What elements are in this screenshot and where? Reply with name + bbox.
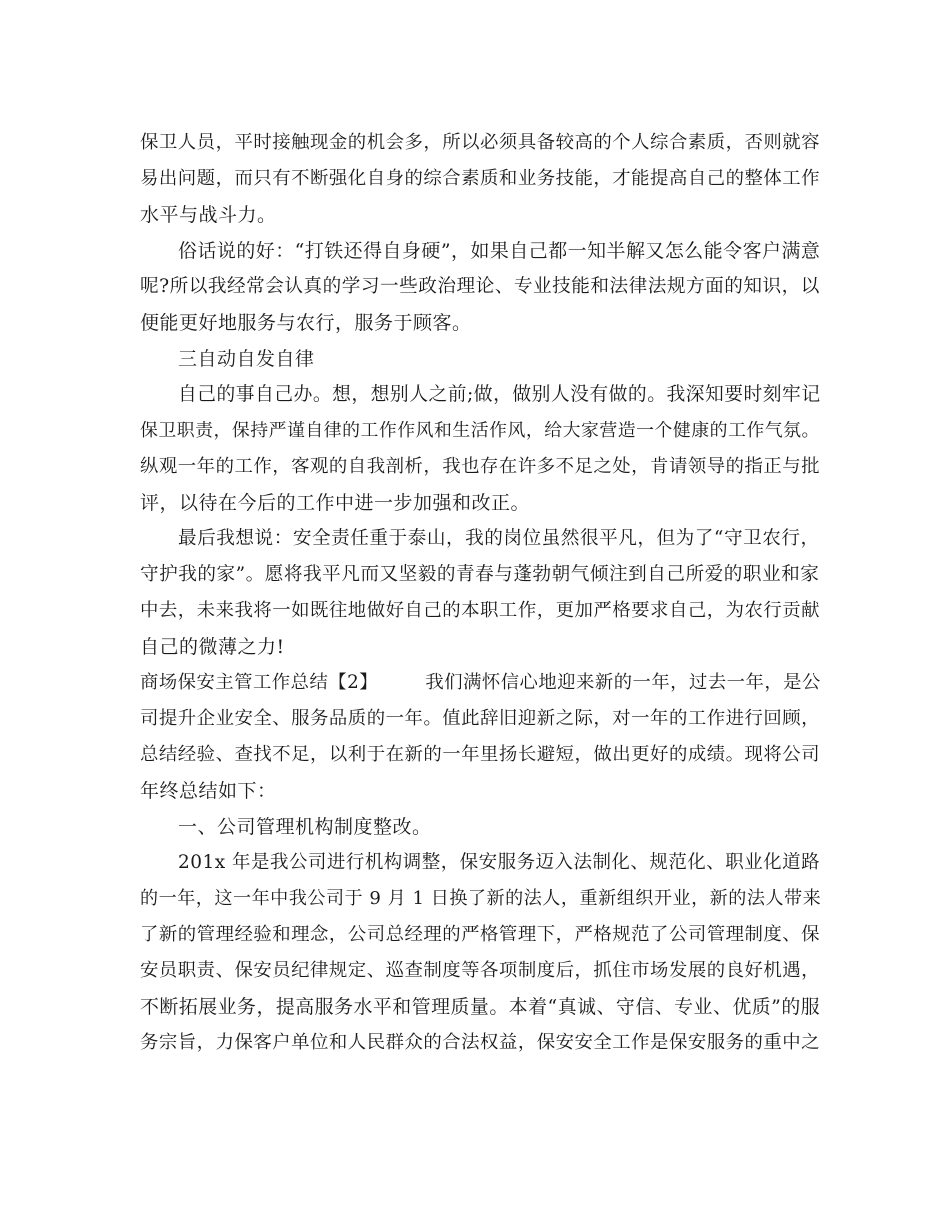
text-line: 水平与战斗力。 [140,204,277,226]
text-line: 最后我想说：安全责任重于泰山，我的岗位虽然很平凡，但为了“守卫农行， [178,528,820,549]
text-line: 评，以待在今后的工作中进一步加强和改正。 [140,492,531,514]
text-line: 保卫人员，平时接触现金的机会多，所以必须具备较高的个人综合素质，否则就容 [140,132,821,153]
article-title-line: 商场保安主管工作总结【2】 我们满怀信心地迎来新的一年，过去一年，是公 [140,672,821,693]
text-line: 纵观一年的工作，客观的自我剖析，我也存在许多不足之处，肯请领导的指正与批 [140,456,821,477]
text-line: 总结经验、查找不足，以利于在新的一年里扬长避短，做出更好的成绩。现将公司 [140,744,821,765]
text-line: 便能更好地服务与农行，服务于顾客。 [140,312,472,334]
text-line: 司提升企业安全、服务品质的一年。值此辞旧迎新之际，对一年的工作进行回顾， [140,708,821,729]
text-line: 201x 年是我公司进行机构调整，保安服务迈入法制化、规范化、职业化道路 [178,852,821,873]
text-line: 安员职责、保安员纪律规定、巡查制度等各项制度后，抓住市场发展的良好机遇， [140,960,821,981]
text-line: 自己的微薄之力! [140,636,285,658]
text-line: 守护我的家”。愿将我平凡而又坚毅的青春与蓬勃朝气倾注到自己所爱的职业和家 [140,564,820,585]
text-line: 务宗旨，力保客户单位和人民群众的合法权益，保安安全工作是保安服务的重中之 [140,1032,821,1053]
text-line: 中去，未来我将一如既往地做好自己的本职工作，更加严格要求自己，为农行贡献 [140,600,821,621]
text-line: 了新的管理经验和理念，公司总经理的严格管理下，严格规范了公司管理制度、保 [140,924,821,945]
text-line: 的一年，这一年中我公司于 9 月 1 日换了新的法人，重新组织开业，新的法人带来 [140,888,822,909]
text-line: 呢?所以我经常会认真的学习一些政治理论、专业技能和法律法规方面的知识，以 [140,276,820,297]
section-heading: 三自动自发自律 [178,348,315,370]
text-line: 不断拓展业务，提高服务水平和管理质量。本着“真诚、守信、专业、优质”的服 [140,996,821,1018]
section-heading: 一、公司管理机构制度整改。 [178,816,432,838]
text-line: 保卫职责，保持严谨自律的工作作风和生活作风，给大家营造一个健康的工作气氛。 [140,420,820,441]
text-line: 年终总结如下： [140,780,277,802]
text-line: 自己的事自己办。想，想别人之前;做，做别人没有做的。我深知要时刻牢记 [178,384,821,405]
text-line: 俗话说的好：“打铁还得自身硬”，如果自己都一知半解又怎么能令客户满意 [178,240,821,262]
text-line: 易出问题，而只有不断强化自身的综合素质和业务技能，才能提高自己的整体工作 [140,168,821,189]
